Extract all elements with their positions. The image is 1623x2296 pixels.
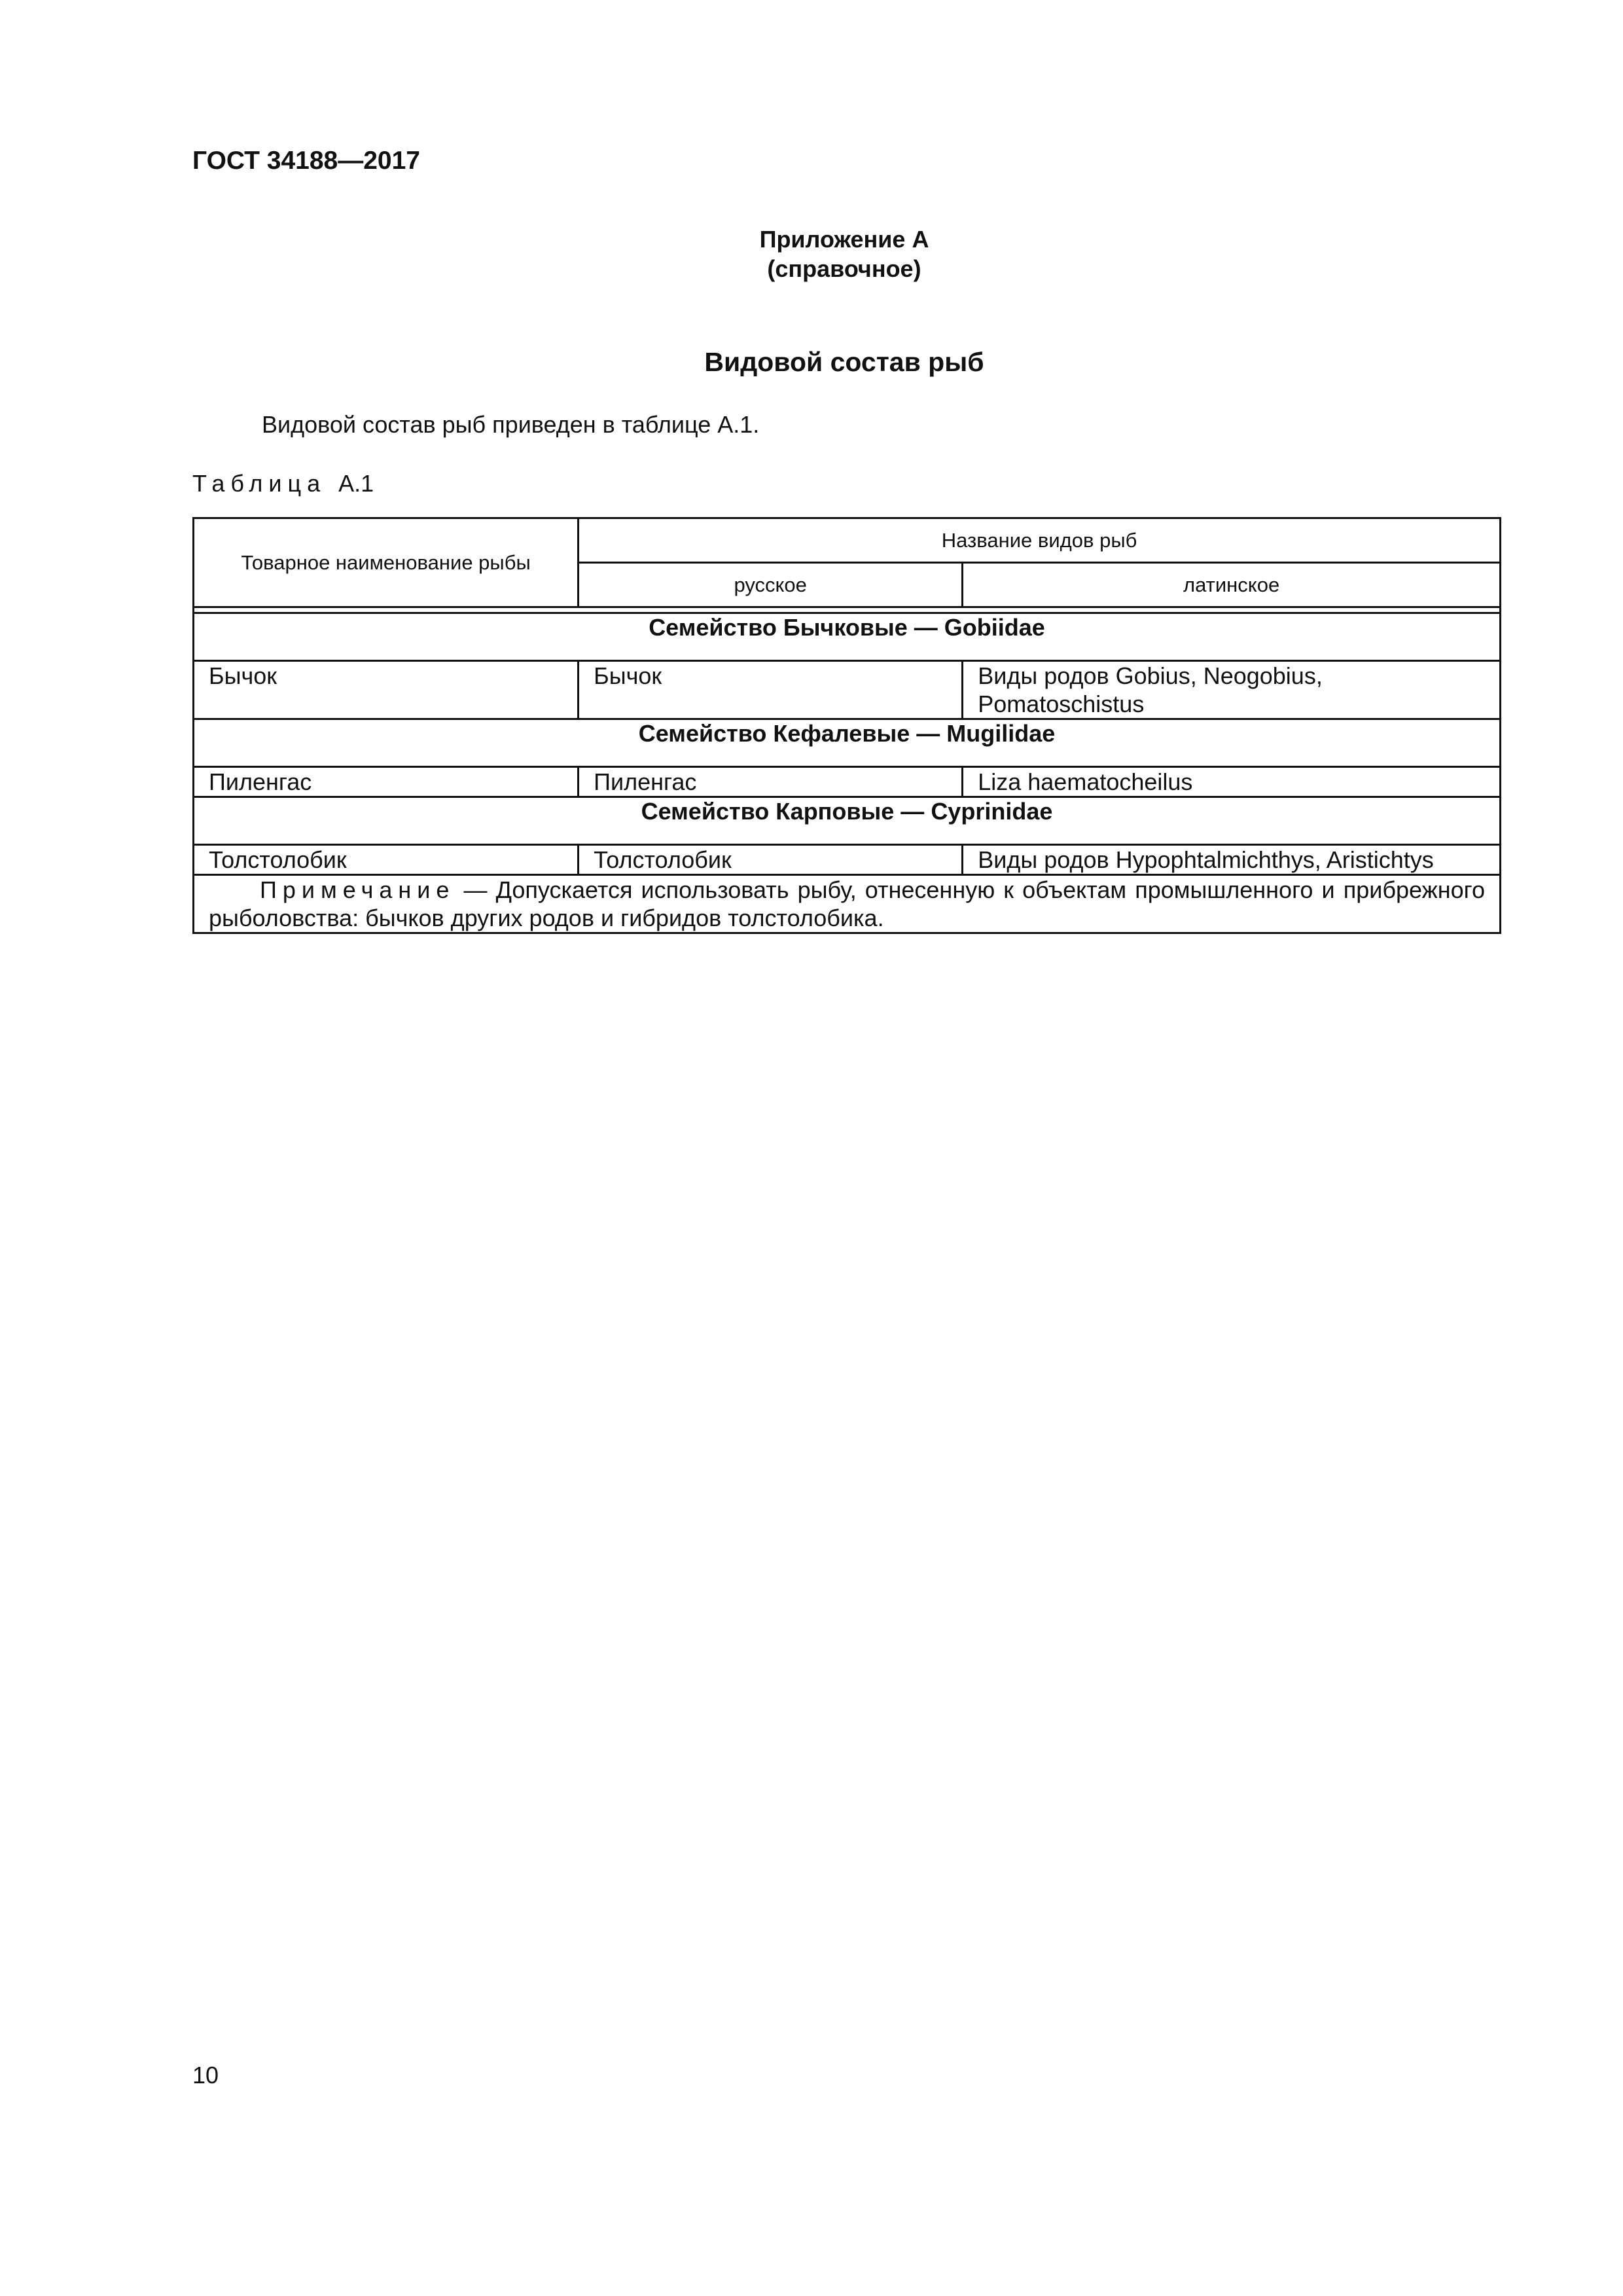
note-text: — Допускается использовать рыбу, отнесенную к объектам промышленного и прибрежного рыболовства: бычков других родов и гибридов толстолобика. xyxy=(209,876,1485,931)
family-row xyxy=(194,613,1501,661)
family-row xyxy=(194,797,1501,845)
cell-russian: Пиленгас xyxy=(579,767,963,797)
table-caption-number: А.1 xyxy=(338,470,374,497)
header-species-name: Название видов рыб xyxy=(579,518,1501,563)
family-heading: Семейство Карповые — Cyprinidae xyxy=(194,797,1501,845)
appendix-title: Приложение А xyxy=(759,226,929,253)
cell-russian: Толстолобик xyxy=(579,845,963,875)
cell-russian: Бычок xyxy=(579,661,963,719)
table-footer xyxy=(194,875,1501,933)
page-number: 10 xyxy=(192,2062,219,2089)
header-trade-name: Товарное наименование рыбы xyxy=(194,518,579,607)
table-header xyxy=(194,518,1501,613)
header-latin: латинское xyxy=(963,563,1501,607)
appendix-heading xyxy=(0,224,1623,283)
table-row xyxy=(194,661,1501,719)
appendix-type: (справочное) xyxy=(767,255,921,282)
intro-paragraph: Видовой состав рыб приведен в таблице А.1. xyxy=(262,411,760,438)
section-title: Видовой состав рыб xyxy=(704,347,984,377)
cell-trade: Бычок xyxy=(194,661,579,719)
table-row xyxy=(194,845,1501,875)
cell-trade: Толстолобик xyxy=(194,845,579,875)
family-heading: Семейство Бычковые — Gobiidae xyxy=(194,613,1501,661)
document-code: ГОСТ 34188—2017 xyxy=(192,147,420,175)
cell-latin: Liza haematocheilus xyxy=(963,767,1501,797)
family-row xyxy=(194,719,1501,767)
table-body xyxy=(194,613,1501,875)
note-label: Примечание xyxy=(260,876,455,903)
table-caption-word: Таблица xyxy=(192,470,327,497)
cell-latin: Виды родов Gobius, Neogobius, Pomatoschistus xyxy=(963,661,1501,719)
cell-latin: Виды родов Hypophtalmichthys, Aristichtys xyxy=(963,845,1501,875)
family-heading: Семейство Кефалевые — Mugilidae xyxy=(194,719,1501,767)
table-row xyxy=(194,767,1501,797)
header-russian: русское xyxy=(579,563,963,607)
table-note xyxy=(194,875,1501,933)
species-table xyxy=(192,517,1501,934)
cell-trade: Пиленгас xyxy=(194,767,579,797)
table-caption xyxy=(192,470,374,497)
